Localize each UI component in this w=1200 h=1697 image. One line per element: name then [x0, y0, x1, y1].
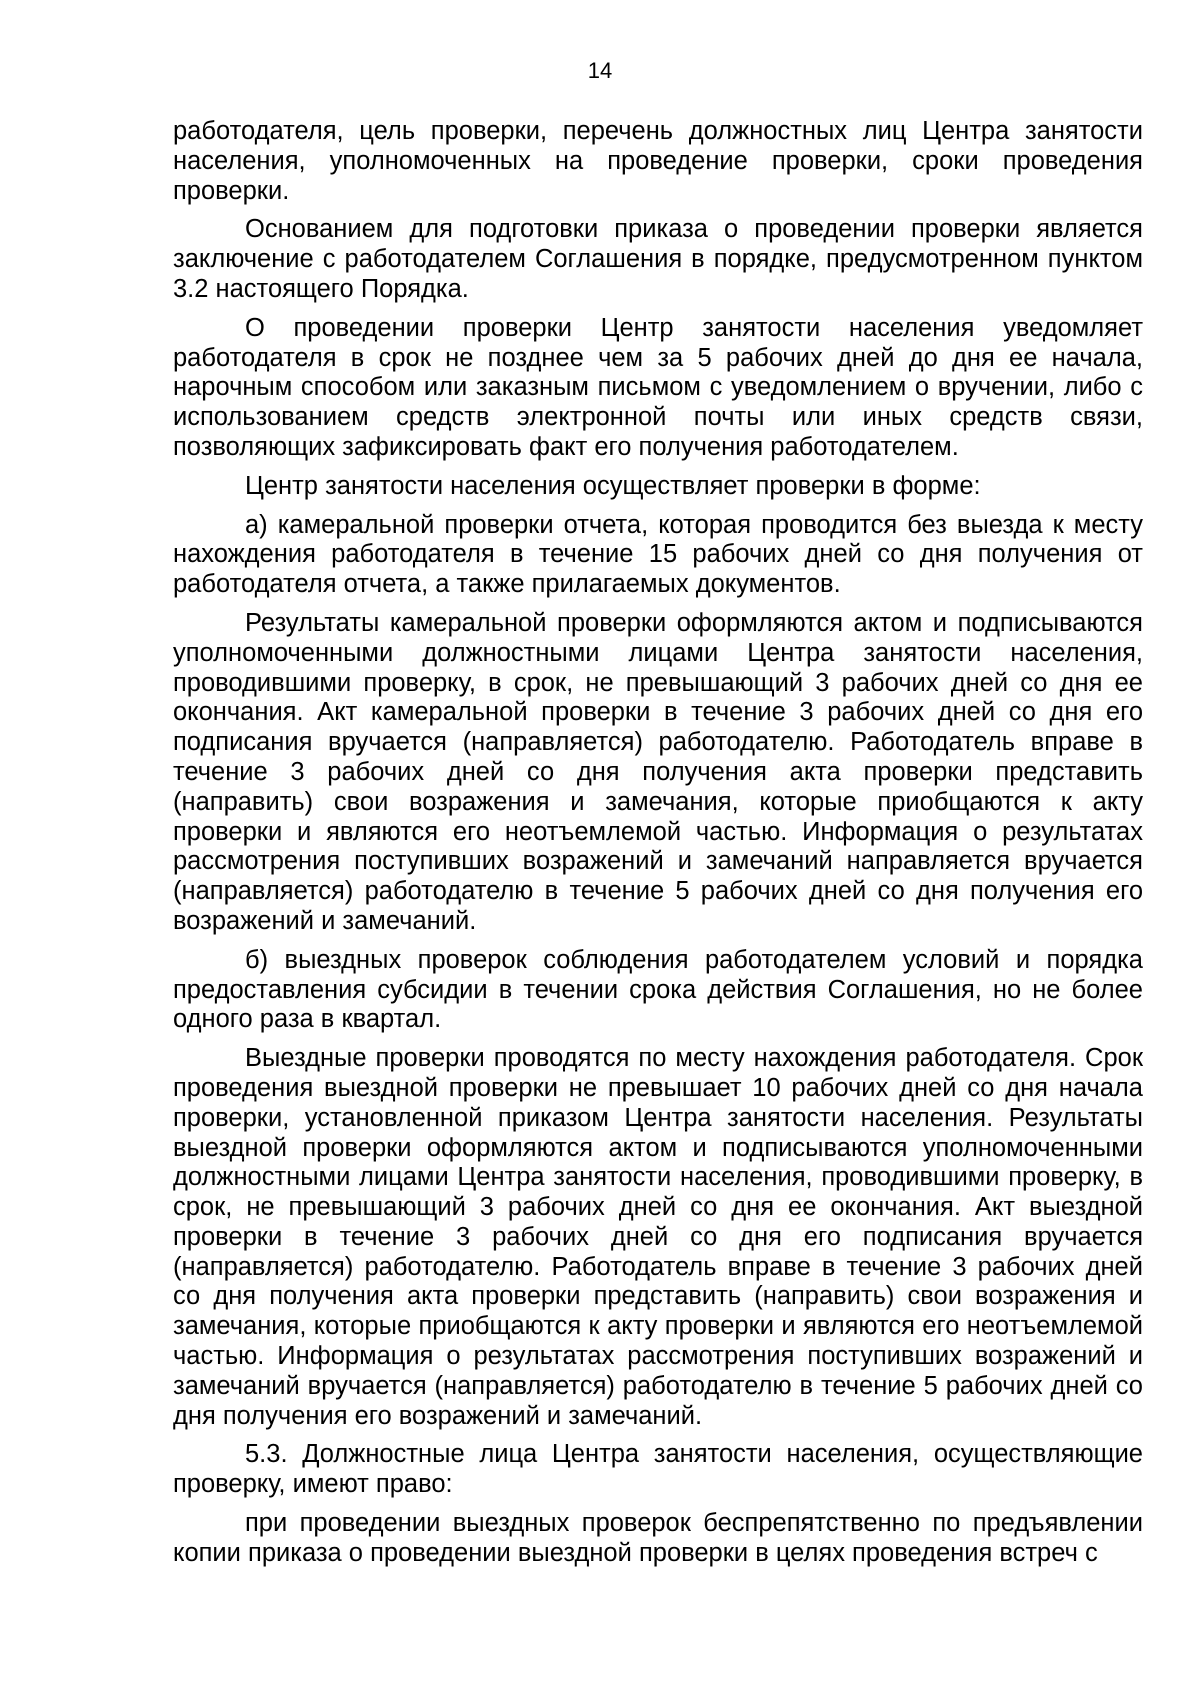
paragraph-field-audit: б) выездных проверок соблюдения работодателем условий и порядка предоставления субсидии в течении срока действия Соглашения, но не более одного раза в квартал. — [173, 945, 1143, 1034]
paragraph-field-audit-results: Выездные проверки проводятся по месту нахождения работодателя. Срок проведения выездной проверки не превышает 10 рабочих дней со дня начала проверки, установленной приказом Центра занятости населения. Результаты выездной проверки оформляются актом и подписываются уполномоченными должностными лицами Центра занятости населения, проводившими проверку, в срок, не превышающий 3 рабочих дней со дня ее окончания. Акт выездной проверки в течение 3 рабочих дней со дня его подписания вручается (направляется) работодателю. Работодатель вправе в течение 3 рабочих дней со дня получения акта проверки представить (направить) свои возражения и замечания, которые приобщаются к акту проверки и являются его неотъемлемой частью. Информация о результатах рассмотрения поступивших возражений и замечаний вручается (направляется) работодателю в течение 5 рабочих дней со дня получения его возражений и замечаний. — [173, 1044, 1143, 1430]
paragraph-order-basis: Основанием для подготовки приказа о проведении проверки является заключение с работодателем Соглашения в порядке, предусмотренном пунктом 3.2 настоящего Порядка. — [173, 215, 1143, 303]
document-body — [173, 117, 1143, 1578]
paragraph-desk-audit-results: Результаты камеральной проверки оформляются актом и подписываются уполномоченными должностными лицами Центра занятости населения, проводившими проверку, в срок, не превышающий 3 рабочих дней со дня ее окончания. Акт камеральной проверки в течение 3 рабочих дней со дня его подписания вручается (направляется) работодателю. Работодатель вправе в течение 3 рабочих дней со дня получения акта проверки представить (направить) свои возражения и замечания, которые приобщаются к акту проверки и являются его неотъемлемой частью. Информация о результатах рассмотрения поступивших возражений и замечаний направляется вручается (направляется) работодателю в течение 5 рабочих дней со дня получения его возражений и замечаний. — [173, 608, 1143, 935]
paragraph-check-forms: Центр занятости населения осуществляет проверки в форме: — [245, 471, 981, 500]
paragraph-continuation: работодателя, цель проверки, перечень должностных лиц Центра занятости населения, уполномоченных на проведение проверки, сроки проведения проверки. — [173, 117, 1143, 205]
page-number: 14 — [587, 58, 613, 83]
paragraph-notification: О проведении проверки Центр занятости населения уведомляет работодателя в срок не позднее чем за 5 рабочих дней до дня ее начала, нарочным способом или заказным письмом с уведомлением о вручении, либо с использованием средств электронной почты или иных средств связи, позволяющих зафиксировать факт его получения работодателем. — [173, 313, 1143, 461]
paragraph-field-audit-rights: при проведении выездных проверок беспрепятственно по предъявлении копии приказа о проведении выездной проверки в целях проведения встреч с — [173, 1509, 1143, 1567]
paragraph-section-5-3: 5.3. Должностные лица Центра занятости населения, осуществляющие проверку, имеют право: — [173, 1440, 1143, 1499]
paragraph-desk-audit: а) камеральной проверки отчета, которая проводится без выезда к месту нахождения работодателя в течение 15 рабочих дней со дня получения от работодателя отчета, а также прилагаемых документов. — [173, 510, 1143, 599]
